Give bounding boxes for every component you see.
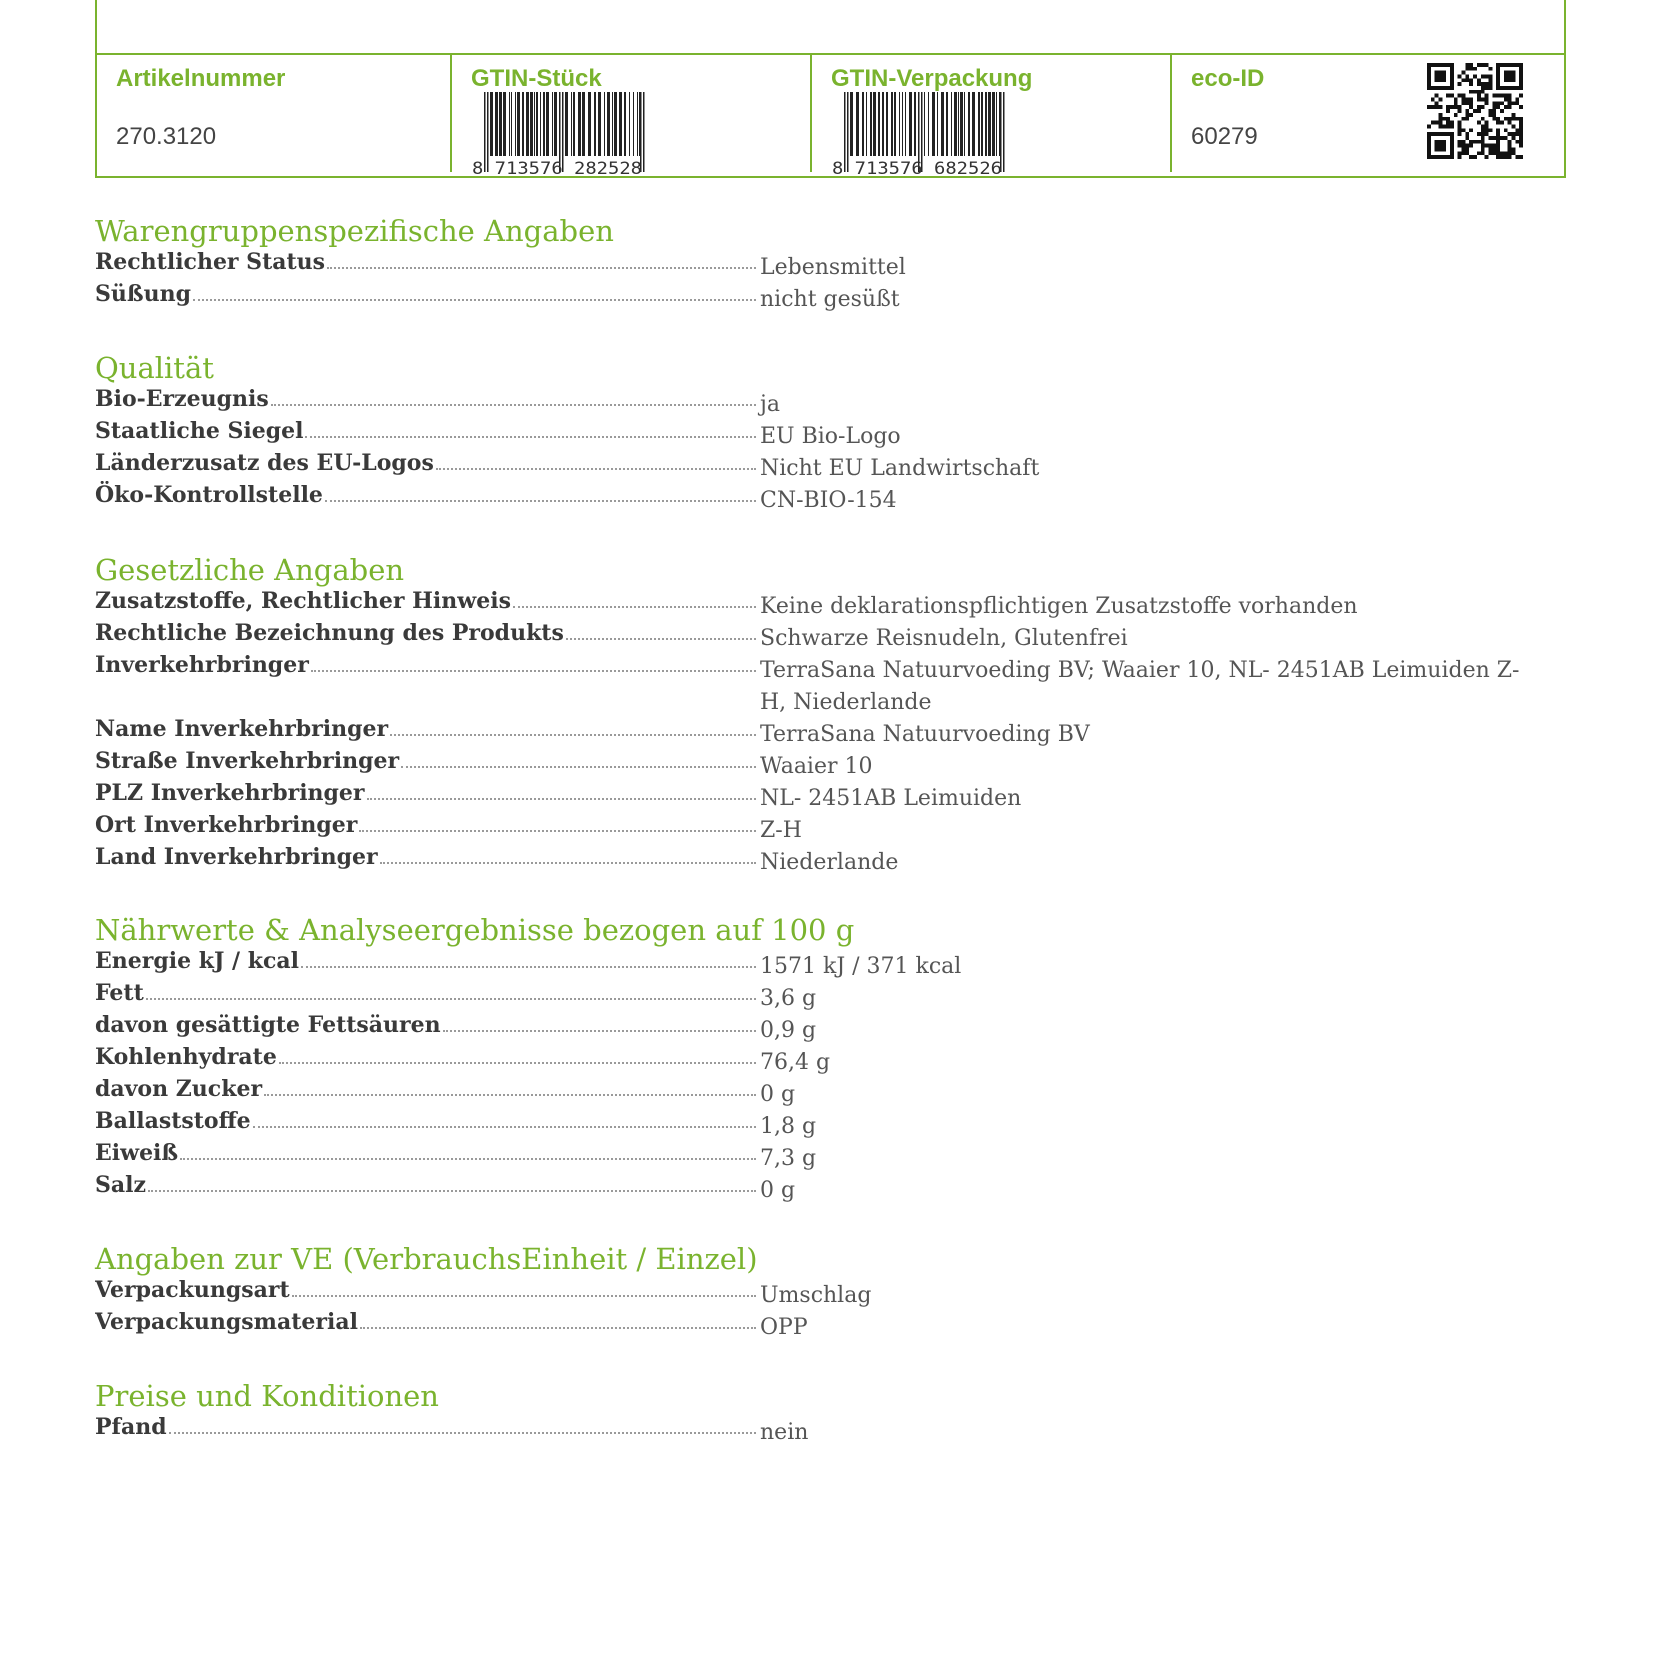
artikelnummer-label: Artikelnummer [116, 65, 286, 92]
row-label-cell [95, 811, 760, 839]
section-qualitaet [95, 351, 1555, 513]
row-value: Keine deklarationspflichtigen Zusatzstoffe vorhanden [760, 594, 1358, 619]
dot-leader [180, 1157, 756, 1160]
dot-leader [513, 605, 756, 608]
dot-leader [360, 1326, 756, 1329]
row-label: davon Zucker [95, 1076, 263, 1102]
data-row [95, 449, 1555, 481]
row-label: Öko-Kontrollstelle [95, 482, 323, 508]
row-value: CN-BIO-154 [760, 488, 897, 513]
row-label: Zusatzstoffe, Rechtlicher Hinweis [95, 588, 511, 614]
section-title: Gesetzliche Angaben [95, 553, 405, 587]
row-label-cell [95, 779, 760, 807]
row-label-cell [95, 1276, 760, 1304]
section-naehrwerte [95, 913, 1555, 1203]
data-row [95, 619, 1555, 651]
row-value: 0,9 g [760, 1018, 817, 1043]
gtin-stueck-digits: 8 713576 282528 [472, 159, 642, 176]
qr-code [1427, 63, 1523, 163]
dot-leader [566, 637, 756, 640]
data-row [95, 280, 1555, 312]
row-label: davon gesättigte Fettsäuren [95, 1012, 441, 1038]
dot-leader [325, 499, 756, 502]
eco-id-label: eco-ID [1191, 65, 1265, 92]
dot-leader [390, 733, 756, 736]
row-label-cell [95, 248, 760, 276]
row-label: Rechtlicher Status [95, 249, 326, 275]
data-row [95, 979, 1555, 1011]
data-row [95, 651, 1555, 715]
row-label: Ballaststoffe [95, 1108, 251, 1134]
row-label: Inverkehrbringer [95, 652, 309, 678]
gtin-verpackung-digits: 8 713576 682526 [832, 159, 1002, 176]
row-value: Schwarze Reisnudeln, Glutenfrei [760, 626, 1128, 651]
row-value: 1,8 g [760, 1114, 817, 1139]
dot-leader [146, 997, 756, 1000]
data-row [95, 1308, 1555, 1340]
row-value: Z-H [760, 818, 802, 843]
row-label: Kohlenhydrate [95, 1044, 277, 1070]
row-label: Staatliche Siegel [95, 418, 304, 444]
data-row [95, 747, 1555, 779]
gtin-verpackung-cell [812, 55, 1172, 174]
row-label-cell [95, 715, 760, 743]
row-label-cell [95, 1107, 760, 1135]
row-label: Süßung [95, 281, 191, 307]
row-label: Salz [95, 1172, 146, 1198]
dot-leader [305, 435, 756, 438]
row-value: 1571 kJ / 371 kcal [760, 954, 962, 979]
row-label-cell [95, 1139, 760, 1167]
gtin-stueck-label: GTIN-Stück [471, 65, 602, 92]
row-label-cell [95, 1308, 760, 1336]
artikelnummer-cell [97, 55, 450, 174]
row-label-cell [95, 481, 760, 509]
row-value: Lebensmittel [760, 255, 906, 280]
data-row [95, 843, 1555, 875]
dot-leader [193, 298, 756, 301]
row-value: 7,3 g [760, 1146, 817, 1171]
row-label-cell [95, 385, 760, 413]
section-title: Warengruppenspezifische Angaben [95, 214, 614, 248]
section-title: Qualität [95, 351, 214, 385]
data-row [95, 779, 1555, 811]
row-label: Straße Inverkehrbringer [95, 748, 400, 774]
row-label: Land Inverkehrbringer [95, 844, 378, 870]
data-row [95, 481, 1555, 513]
row-label: Eiweiß [95, 1140, 179, 1166]
data-row [95, 248, 1555, 280]
dot-leader [264, 1093, 756, 1096]
section-preise [95, 1379, 1555, 1445]
row-label-cell [95, 587, 760, 615]
row-label: Bio-Erzeugnis [95, 386, 269, 412]
dot-leader [292, 1294, 756, 1297]
data-row [95, 1043, 1555, 1075]
row-label-cell [95, 1075, 760, 1103]
row-value: EU Bio-Logo [760, 424, 901, 449]
dot-leader [443, 1029, 756, 1032]
row-label-cell [95, 619, 760, 647]
row-value: 0 g [760, 1082, 796, 1107]
row-value: 76,4 g [760, 1050, 831, 1075]
section-title: Nährwerte & Analyseergebnisse bezogen auf 100 g [95, 913, 855, 947]
row-value: ja [760, 392, 780, 417]
gtin-verpackung-barcode [830, 92, 1010, 176]
row-label: Fett [95, 980, 144, 1006]
dot-leader [367, 797, 756, 800]
data-row [95, 1139, 1555, 1171]
row-label-cell [95, 843, 760, 871]
dot-leader [327, 266, 756, 269]
dot-leader [148, 1189, 756, 1192]
product-header-box [95, 0, 1566, 178]
row-label: Energie kJ / kcal [95, 948, 300, 974]
section-title: Preise und Konditionen [95, 1379, 439, 1413]
row-label-cell [95, 947, 760, 975]
section-gesetzliche-angaben [95, 553, 1555, 875]
data-row [95, 1075, 1555, 1107]
row-label-cell [95, 1171, 760, 1199]
eco-id-value: 60279 [1191, 123, 1258, 150]
data-row [95, 947, 1555, 979]
data-row [95, 811, 1555, 843]
row-label: Verpackungsmaterial [95, 1309, 358, 1335]
dot-leader [301, 965, 756, 968]
dot-leader [380, 861, 756, 864]
row-value: OPP [760, 1315, 808, 1340]
row-label-cell [95, 1043, 760, 1071]
section-warengruppe [95, 214, 1555, 312]
row-value: Waaier 10 [760, 754, 873, 779]
row-label-cell [95, 1011, 760, 1039]
row-label-cell [95, 280, 760, 308]
row-label: PLZ Inverkehrbringer [95, 780, 365, 806]
data-row [95, 1011, 1555, 1043]
dot-leader [271, 403, 756, 406]
dot-leader [436, 467, 756, 470]
row-label: Verpackungsart [95, 1277, 290, 1303]
row-label-cell [95, 747, 760, 775]
gtin-stueck-barcode [470, 92, 650, 176]
row-label: Ort Inverkehrbringer [95, 812, 358, 838]
row-label-cell [95, 417, 760, 445]
dot-leader [401, 765, 756, 768]
dot-leader [169, 1431, 756, 1434]
dot-leader [311, 669, 756, 672]
data-row [95, 1171, 1555, 1203]
data-row [95, 587, 1555, 619]
data-row [95, 1107, 1555, 1139]
row-value: Niederlande [760, 850, 899, 875]
dot-leader [253, 1125, 756, 1128]
row-label: Pfand [95, 1414, 167, 1440]
row-value: nicht gesüßt [760, 287, 900, 312]
data-row [95, 1413, 1555, 1445]
row-label: Länderzusatz des EU-Logos [95, 450, 434, 476]
row-label-cell [95, 449, 760, 477]
dot-leader [359, 829, 756, 832]
gtin-stueck-cell [452, 55, 812, 174]
data-row [95, 1276, 1555, 1308]
dot-leader [279, 1061, 756, 1064]
row-value: Nicht EU Landwirtschaft [760, 456, 1040, 481]
artikelnummer-value: 270.3120 [116, 123, 217, 150]
data-row [95, 715, 1555, 747]
row-value: 3,6 g [760, 986, 817, 1011]
row-label-cell [95, 979, 760, 1007]
section-title: Angaben zur VE (VerbrauchsEinheit / Einzel) [95, 1242, 758, 1276]
row-value: 0 g [760, 1178, 796, 1203]
row-value: TerraSana Natuurvoeding BV; Waaier 10, NL- 2451AB Leimuiden Z-H, Niederlande [760, 658, 1520, 715]
row-value: TerraSana Natuurvoeding BV [760, 722, 1090, 747]
data-row [95, 417, 1555, 449]
row-value: nein [760, 1420, 809, 1445]
section-verpackung [95, 1242, 1555, 1340]
gtin-verpackung-label: GTIN-Verpackung [831, 65, 1033, 92]
row-label-cell [95, 651, 760, 679]
row-label: Rechtliche Bezeichnung des Produkts [95, 620, 564, 646]
data-row [95, 385, 1555, 417]
row-value: Umschlag [760, 1283, 872, 1308]
row-value: NL- 2451AB Leimuiden [760, 786, 1022, 811]
row-label: Name Inverkehrbringer [95, 716, 389, 742]
row-label-cell [95, 1413, 760, 1441]
